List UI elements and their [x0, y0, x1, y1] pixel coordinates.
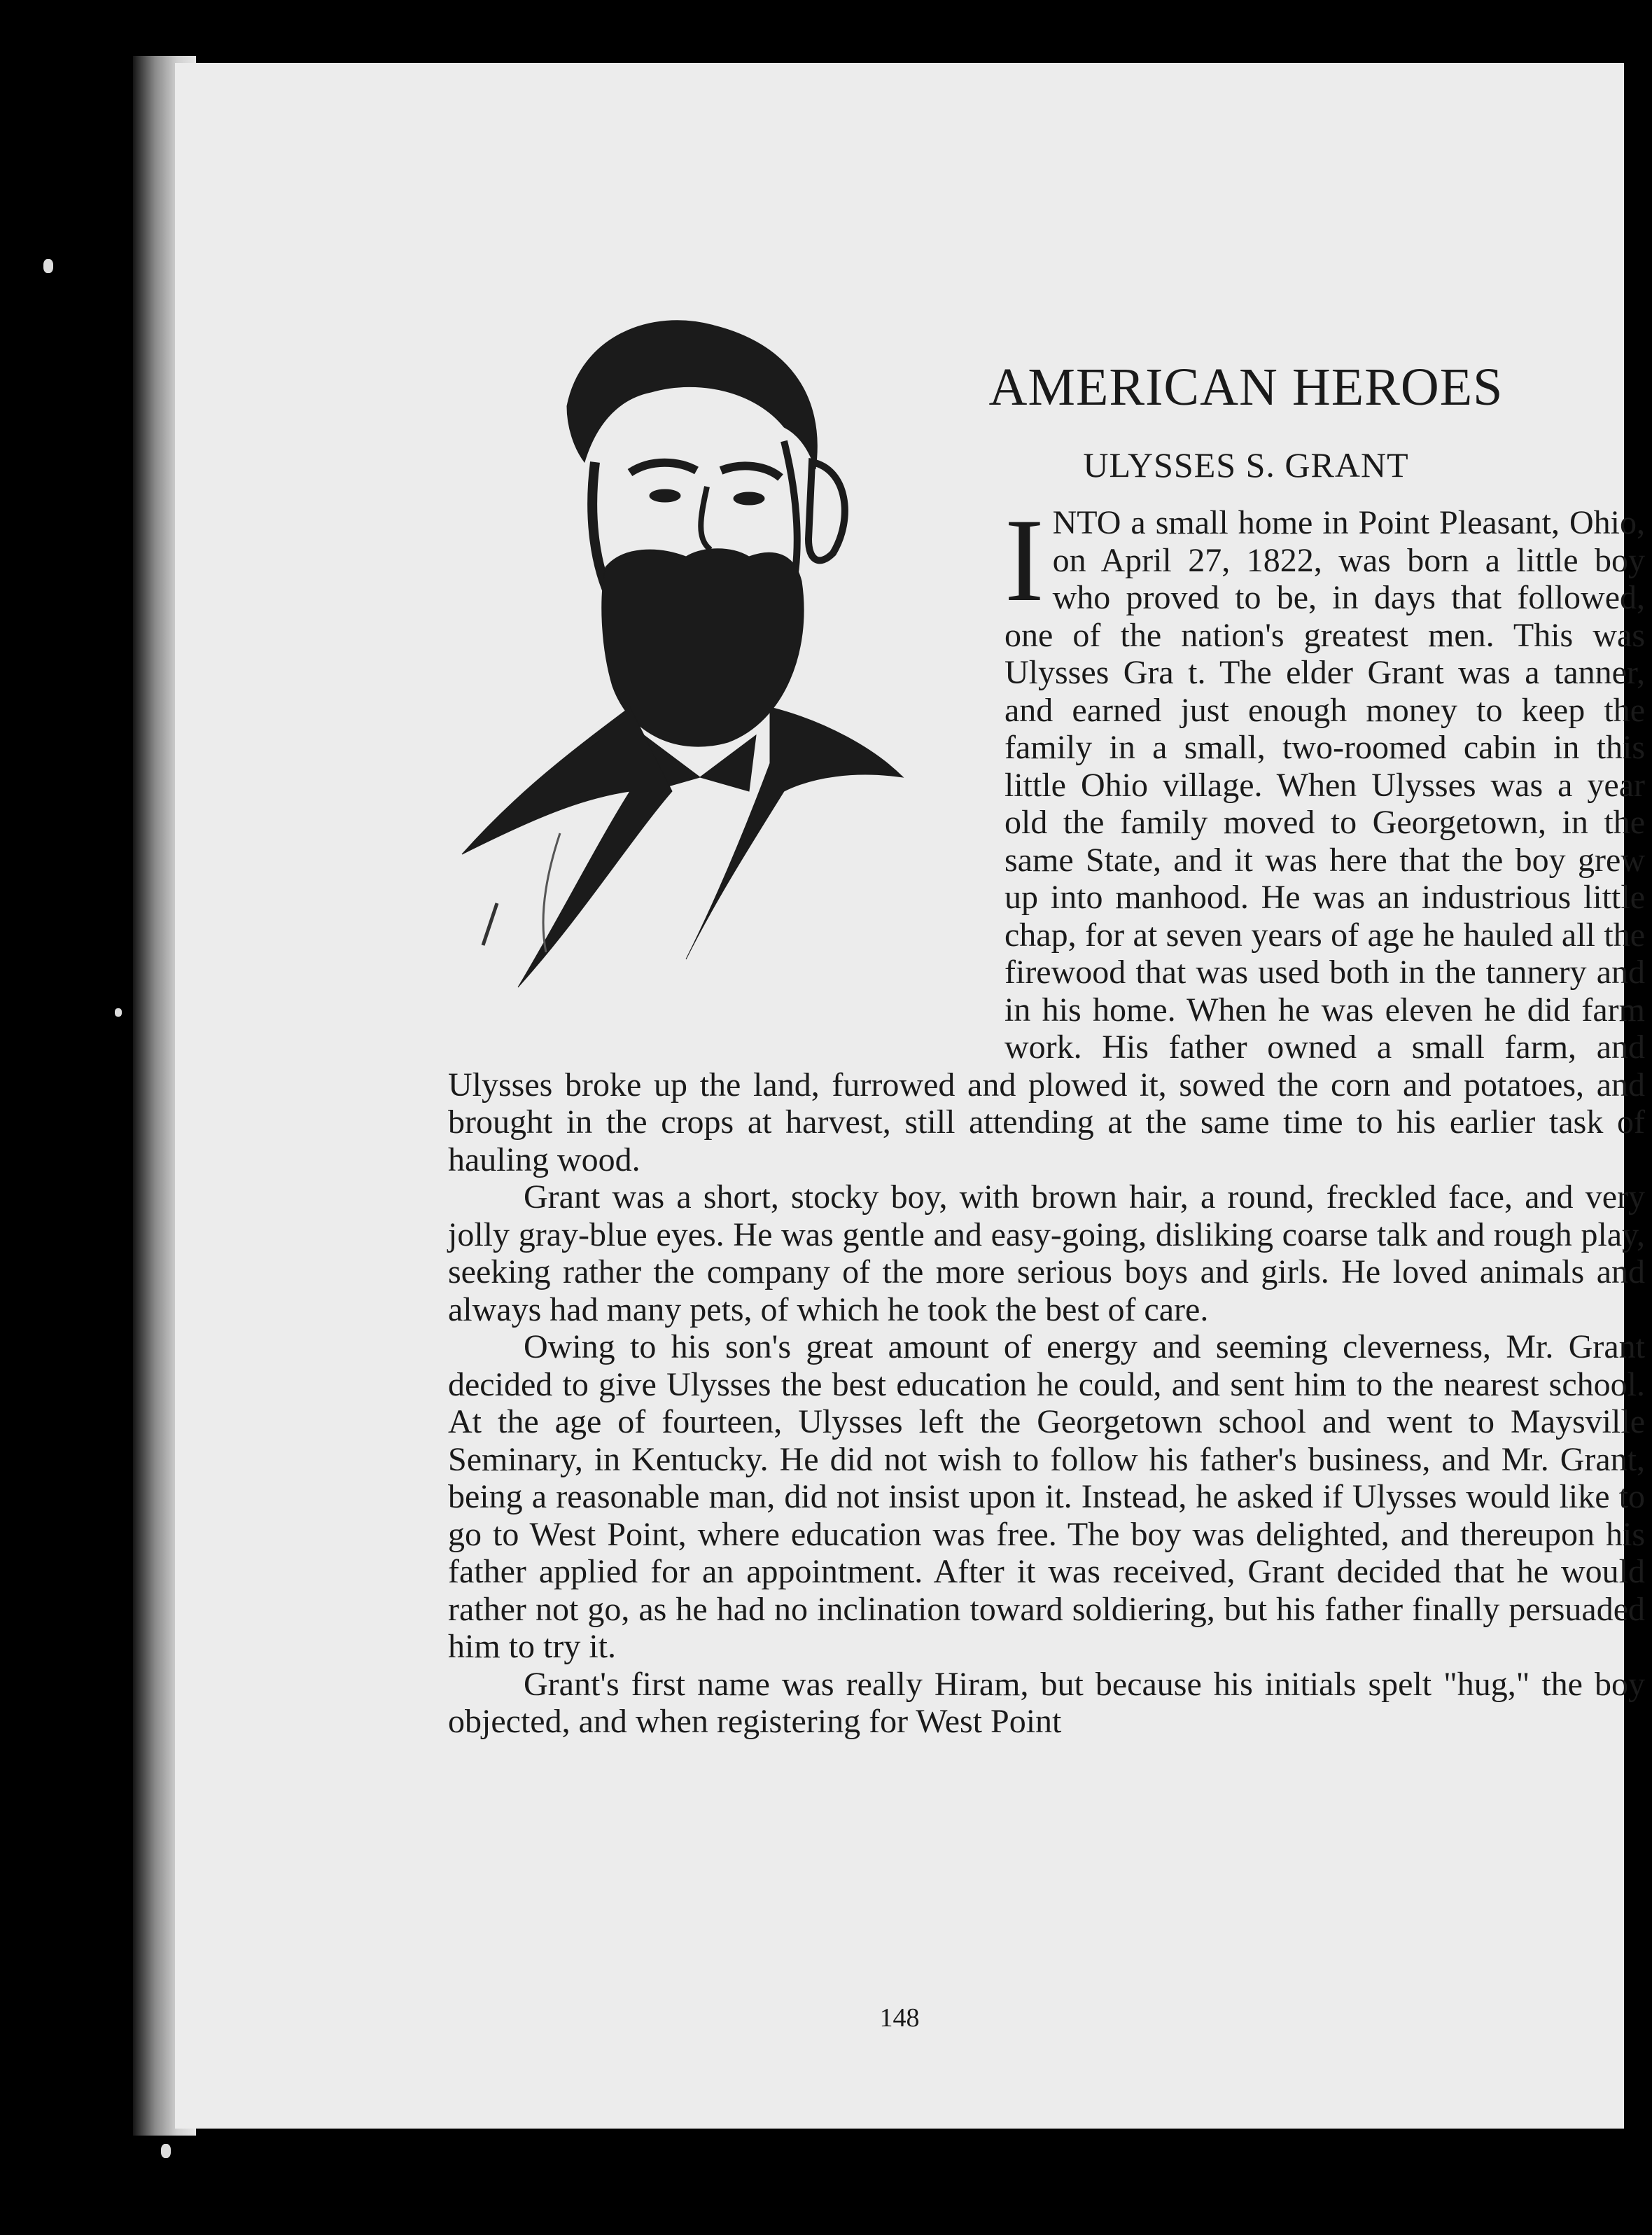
scan-speck — [161, 2144, 171, 2158]
scan-speck — [115, 1008, 122, 1017]
article-subtitle: ULYSSES S. GRANT — [1083, 445, 1409, 485]
article-title: AMERICAN HEROES — [988, 358, 1504, 417]
portrait-wrap-space — [448, 504, 1004, 1064]
article-body — [448, 494, 1645, 1741]
paragraph: Owing to his son's great amount of energy and seeming cleverness, Mr. Grant decided to give Ulysses the best education he could, and sent him to the nearest school. At the age of fourteen, Ulysses left the Georgetown school and went to Maysville Seminary, in Kentucky. He did not wish to follow his father's business, and Mr. Grant, being a reasonable man, did not insist upon it. Instead, he asked if Ulysses would like to go to West Point, where education was free. The boy was delighted, and thereupon his father applied for an appointment. After it was received, Grant decided that he would rather not go, as he had no inclination toward soldiering, but his father finally persuaded him to try it. — [448, 1328, 1645, 1665]
book-page — [175, 63, 1645, 2129]
drop-cap: I — [1004, 494, 1044, 626]
paragraph: Grant was a short, stocky boy, with brown hair, a round, freckled face, and very jolly gray-blue eyes. He was gentle and easy-going, disliking coarse talk and rough play, seeking rather the company of the more serious boys and girls. He loved animals and always had many pets, of which he took the best of care. — [448, 1178, 1645, 1328]
paragraph-text: NTO a small home in Point Pleasant, Ohio, on April 27, 1822, was born a little boy who proved to be, in days that followed, one of the nation's greatest men. This was Ulysses Gra t. The elder Grant was a tanner, and earned just enough money to keep the family in a small, two-roomed cabin in this little Ohio village. When Ulysses was a year old the family moved to Georgetown, in the same State, and it was here that the boy grew up into manhood. He was an industrious little chap, for at seven years of age he hauled all the firewood that was used both in the tannery and in his home. When he was eleven he did farm work. His father owned a small farm, and Ulysses broke up the land, furrowed and plowed it, sowed the corn and potatoes, and brought in the crops at harvest, still attending at the same time to his earlier task of hauling wood. — [448, 504, 1645, 1178]
scan-speck — [43, 259, 53, 273]
paragraph: Grant's first name was really Hiram, but because his initials spelt "hug," the boy objected, and when registering for West Point — [448, 1665, 1645, 1740]
page-number: 148 — [879, 2003, 920, 2033]
